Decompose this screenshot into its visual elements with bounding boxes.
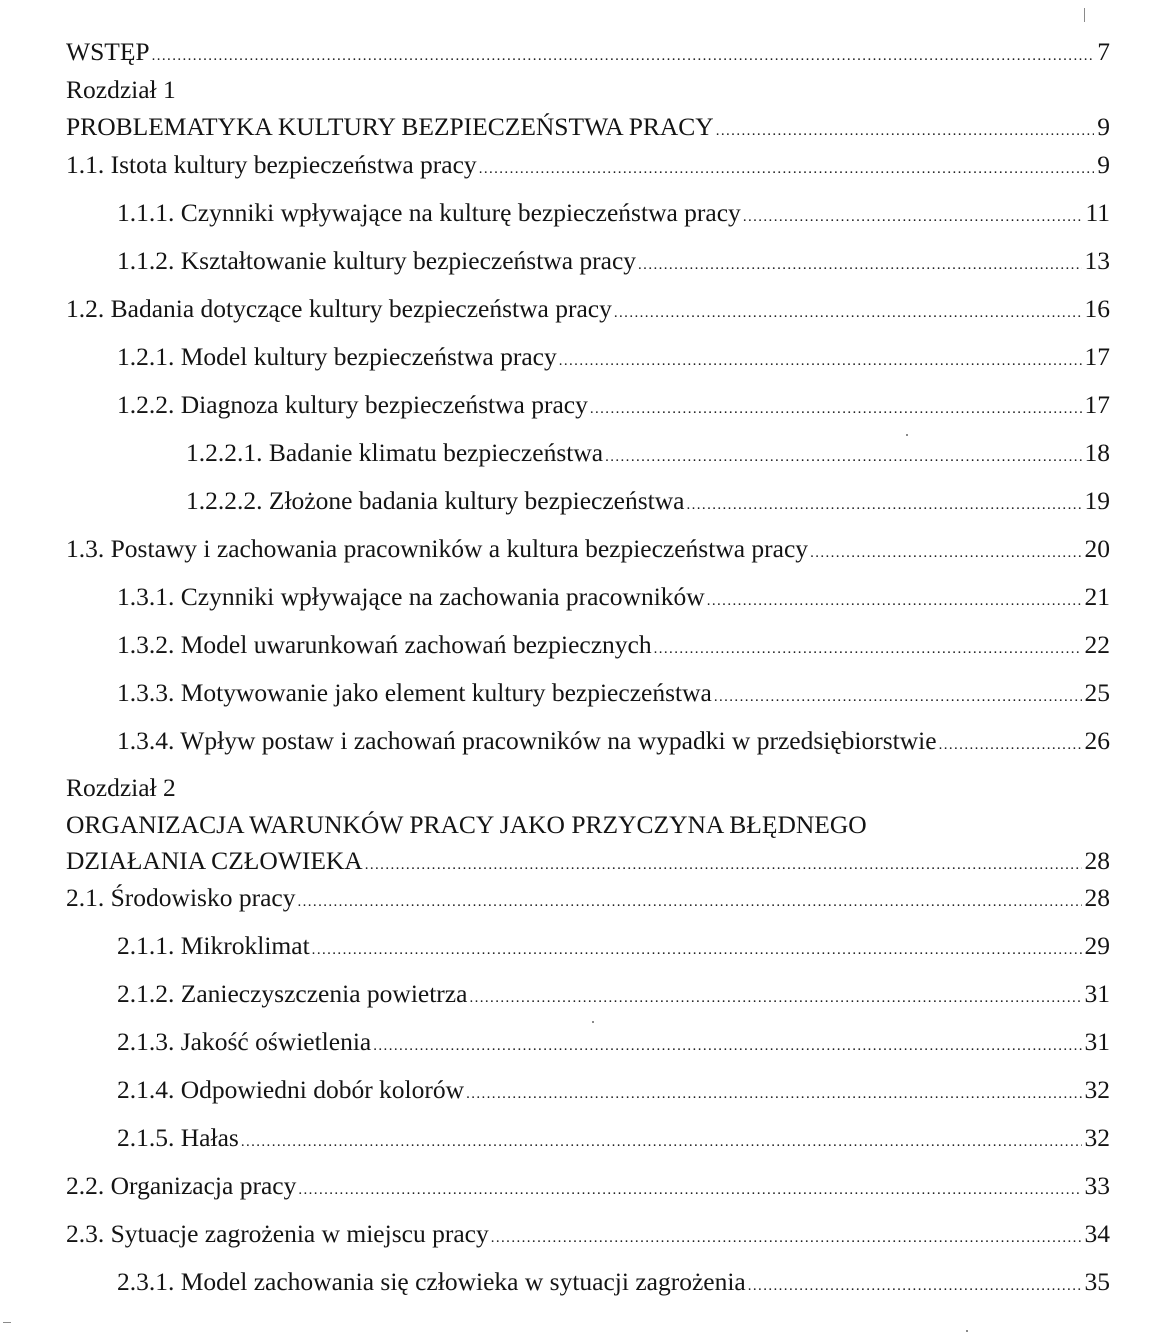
chapter-1-label: Rozdział 1 xyxy=(66,75,176,104)
dot-leader xyxy=(714,682,1082,712)
chapter-2-title-line-1: ORGANIZACJA WARUNKÓW PRACY JAKO PRZYCZYNA BŁĘDNEGO xyxy=(66,810,867,839)
toc-entry-title: 1.2.2. Diagnoza kultury bezpieczeństwa pracy xyxy=(117,390,588,419)
toc-entry-1-2-2[interactable] xyxy=(117,390,1110,424)
toc-entry-1-3-4[interactable] xyxy=(117,726,1110,760)
toc-entry-2-2[interactable] xyxy=(66,1171,1110,1205)
dot-leader xyxy=(590,394,1082,424)
toc-entry-title: 1.2.2.2. Złożone badania kultury bezpieczeństwa xyxy=(186,486,685,515)
toc-entry-title: PROBLEMATYKA KULTURY BEZPIECZEŃSTWA PRACY xyxy=(66,112,714,141)
scan-speck xyxy=(966,1330,968,1332)
toc-entry-title: 1.2.2.1. Badanie klimatu bezpieczeństwa xyxy=(186,438,604,467)
toc-entry-page: 7 xyxy=(1097,37,1110,66)
toc-entry-title: 2.1.3. Jakość oświetlenia xyxy=(117,1027,372,1056)
toc-entry-page: 35 xyxy=(1084,1267,1110,1296)
toc-entry-title: 2.3.1. Model zachowania się człowieka w sytuacji zagrożenia xyxy=(117,1267,746,1296)
toc-entry-page: 28 xyxy=(1084,883,1110,912)
toc-entry-title: 1.3.2. Model uwarunkowań zachowań bezpiecznych xyxy=(117,630,652,659)
toc-entry-page: 17 xyxy=(1084,342,1110,371)
toc-entry-page: 21 xyxy=(1084,582,1110,611)
toc-entry-page: 32 xyxy=(1084,1123,1110,1152)
dot-leader xyxy=(654,634,1082,664)
toc-entry-page: 16 xyxy=(1084,294,1110,323)
toc-entry-1-2[interactable] xyxy=(66,294,1110,328)
toc-entry-page: 22 xyxy=(1084,630,1110,659)
toc-entry-page: 28 xyxy=(1084,846,1110,875)
toc-entry-page: 26 xyxy=(1084,726,1110,755)
toc-entry-title: 1.2. Badania dotyczące kultury bezpieczeństwa pracy xyxy=(66,294,612,323)
dot-leader xyxy=(241,1127,1082,1157)
toc-entry-1-1[interactable] xyxy=(66,150,1110,184)
toc-entry-title: 1.3.1. Czynniki wpływające na zachowania pracowników xyxy=(117,582,705,611)
toc-entry-title: 2.1. Środowisko pracy xyxy=(66,883,296,912)
toc-entry-page: 33 xyxy=(1084,1171,1110,1200)
toc-entry-title: 1.1.2. Kształtowanie kultury bezpieczeństwa pracy xyxy=(117,246,637,275)
scan-speck xyxy=(592,1021,594,1023)
toc-entry-page: 20 xyxy=(1084,534,1110,563)
chapter-2-label: Rozdział 2 xyxy=(66,773,176,802)
toc-entry-2-3-1[interactable] xyxy=(117,1267,1110,1301)
dot-leader xyxy=(748,1271,1082,1301)
toc-entry-chapter-2[interactable] xyxy=(66,846,1110,880)
toc-entry-1-2-2-1[interactable] xyxy=(186,438,1110,472)
scan-speck xyxy=(906,434,908,436)
dot-leader xyxy=(743,202,1083,232)
toc-entry-page: 32 xyxy=(1084,1075,1110,1104)
toc-entry-page: 11 xyxy=(1085,198,1110,227)
dot-leader xyxy=(939,730,1082,760)
dot-leader xyxy=(638,250,1081,280)
toc-entry-1-1-1[interactable] xyxy=(117,198,1110,232)
dot-leader xyxy=(479,154,1095,184)
toc-entry-1-3-2[interactable] xyxy=(117,630,1110,664)
dot-leader xyxy=(707,586,1082,616)
toc-entry-title: 1.1. Istota kultury bezpieczeństwa pracy xyxy=(66,150,477,179)
toc-entry-title: 2.3. Sytuacje zagrożenia w miejscu pracy xyxy=(66,1219,489,1248)
dot-leader xyxy=(298,1175,1081,1205)
dot-leader xyxy=(365,850,1082,880)
toc-entry-2-1-3[interactable] xyxy=(117,1027,1110,1061)
toc-entry-title: 1.3.4. Wpływ postaw i zachowań pracowników na wypadki w przedsiębiorstwie xyxy=(117,726,937,755)
toc-entry-title: 2.1.1. Mikroklimat xyxy=(117,931,310,960)
toc-entry-title: DZIAŁANIA CZŁOWIEKA xyxy=(66,846,363,875)
toc-entry-1-3-3[interactable] xyxy=(117,678,1110,712)
toc-entry-title: 2.1.4. Odpowiedni dobór kolorów xyxy=(117,1075,465,1104)
dot-leader xyxy=(297,887,1081,917)
dot-leader xyxy=(686,490,1081,520)
toc-entry-title: 1.2.1. Model kultury bezpieczeństwa pracy xyxy=(117,342,557,371)
toc-entry-page: 34 xyxy=(1084,1219,1110,1248)
toc-entry-page: 31 xyxy=(1084,1027,1110,1056)
toc-entry-2-1-2[interactable] xyxy=(117,979,1110,1013)
toc-entry-page: 19 xyxy=(1084,486,1110,515)
toc-entry-1-3-1[interactable] xyxy=(117,582,1110,616)
toc-entry-title: 1.1.1. Czynniki wpływające na kulturę bezpieczeństwa pracy xyxy=(117,198,741,227)
scan-speck xyxy=(3,1322,11,1323)
toc-entry-2-1-5[interactable] xyxy=(117,1123,1110,1157)
dot-leader xyxy=(716,116,1095,146)
dot-leader xyxy=(614,298,1082,328)
toc-entry-chapter-1[interactable] xyxy=(66,112,1110,146)
dot-leader xyxy=(559,346,1082,376)
toc-entry-title: WSTĘP xyxy=(66,37,150,66)
toc-entry-1-1-2[interactable] xyxy=(117,246,1110,280)
toc-entry-page: 9 xyxy=(1097,150,1110,179)
toc-entry-page: 18 xyxy=(1084,438,1110,467)
toc-entry-page: 9 xyxy=(1097,112,1110,141)
dot-leader xyxy=(810,538,1081,568)
toc-entry-intro[interactable] xyxy=(66,37,1110,71)
scan-speck xyxy=(1084,8,1085,22)
toc-entry-title: 1.3.3. Motywowanie jako element kultury bezpieczeństwa xyxy=(117,678,712,707)
toc-entry-page: 31 xyxy=(1084,979,1110,1008)
dot-leader xyxy=(491,1223,1082,1253)
toc-entry-page: 13 xyxy=(1084,246,1110,275)
dot-leader xyxy=(312,935,1082,965)
dot-leader xyxy=(469,983,1081,1013)
toc-entry-title: 2.1.2. Zanieczyszczenia powietrza xyxy=(117,979,468,1008)
toc-entry-title: 2.1.5. Hałas xyxy=(117,1123,239,1152)
toc-entry-page: 25 xyxy=(1084,678,1110,707)
toc-entry-title: 2.2. Organizacja pracy xyxy=(66,1171,297,1200)
toc-entry-title: 1.3. Postawy i zachowania pracowników a kultura bezpieczeństwa pracy xyxy=(66,534,809,563)
dot-leader xyxy=(373,1031,1081,1061)
toc-entry-page: 17 xyxy=(1084,390,1110,419)
toc-entry-1-3[interactable] xyxy=(66,534,1110,568)
toc-entry-page: 29 xyxy=(1084,931,1110,960)
toc-entry-1-2-2-2[interactable] xyxy=(186,486,1110,520)
dot-leader xyxy=(605,442,1081,472)
toc-entry-2-1-4[interactable] xyxy=(117,1075,1110,1109)
toc-entry-1-2-1[interactable] xyxy=(117,342,1110,376)
dot-leader xyxy=(466,1079,1081,1109)
dot-leader xyxy=(152,41,1095,71)
toc-entry-2-1[interactable] xyxy=(66,883,1110,917)
toc-entry-2-3[interactable] xyxy=(66,1219,1110,1253)
toc-entry-2-1-1[interactable] xyxy=(117,931,1110,965)
